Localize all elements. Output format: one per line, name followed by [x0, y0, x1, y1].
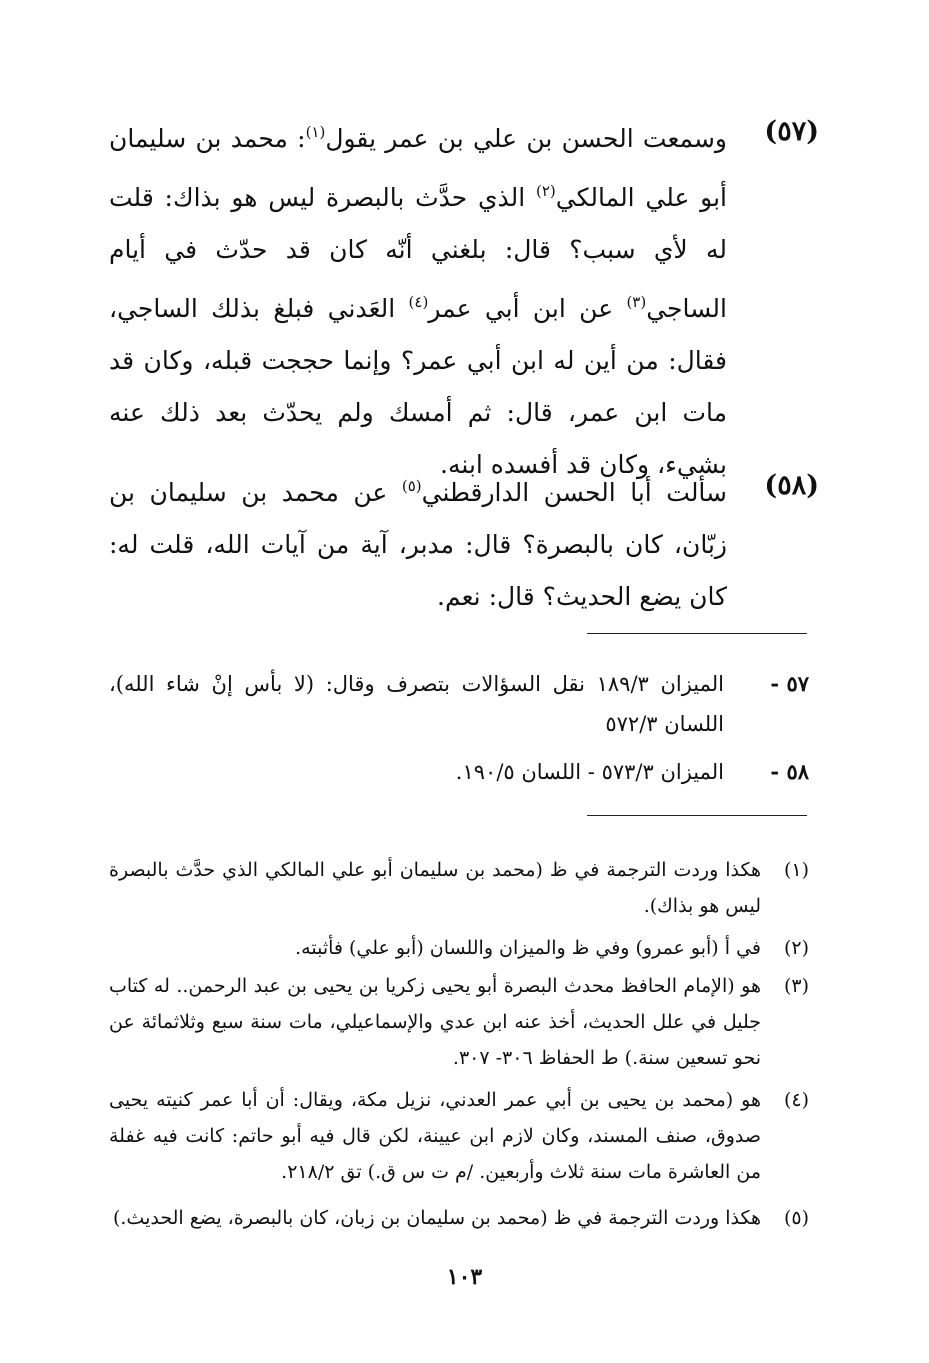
entry-number: (٥٧)	[764, 116, 819, 147]
text-segment: عن ابن أبي عمر	[428, 294, 627, 323]
footnote-text: هكذا وردت الترجمة في ظ (محمد بن سليمان بن زبان، كان بالبصرة، يضع الحديث.)	[112, 1207, 761, 1229]
text-segment: : محمد بن سليمان أبو علي المالكي	[109, 124, 727, 212]
footnote-number: (٢)	[783, 937, 809, 959]
reference-text: الميزان ٥٧٣/٣ - اللسان ١٩٠/٥.	[455, 760, 724, 784]
entry-number: (٥٨)	[764, 470, 819, 501]
footnote-1	[109, 852, 809, 924]
footnote-marker: (١)	[305, 123, 326, 141]
footnote-text: هو (الإمام الحافظ محدث البصرة أبو يحيى زكريا بن يحيى بن عبد الرحمن.. له كتاب جليل في علل الحديث، أخذ عنه ابن عدي والإسماعيلي، مات سنة سبع وثلاثمائة عن نحو تسعين سنة.) ط الحفاظ ٣٠٦- ٣٠٧.	[109, 975, 761, 1069]
entry-57	[109, 106, 819, 491]
footnote-marker: (٣)	[626, 293, 647, 311]
separator-line	[587, 633, 807, 634]
footnote-number: (٥)	[783, 1207, 809, 1229]
footnote-5	[109, 1200, 809, 1236]
footnote-4	[109, 1082, 809, 1190]
entry-58	[109, 460, 819, 623]
reference-number: ٥٧ -	[770, 671, 809, 696]
text-segment: الذي حدَّث بالبصرة ليس هو بذاك: قلت له لأي سبب؟ قال: بلغني أنّه كان قد حدّث في أيام الساجي	[109, 183, 727, 323]
entry-text	[109, 460, 727, 623]
text-segment: سألت أبا الحسن الدارقطني	[421, 478, 727, 507]
reference-58	[109, 752, 809, 792]
footnote-marker: (٤)	[408, 293, 429, 311]
footnote-2	[109, 930, 809, 966]
footnote-marker: (٥)	[401, 477, 422, 495]
text-segment: عن محمد بن سليمان بن زبّان، كان بالبصرة؟ قال: مدبر، آية من آيات الله، قلت له: كان يضع الحديث؟ قال: نعم.	[109, 478, 727, 611]
footnote-text: هو (محمد بن يحيى بن أبي عمر العدني، نزيل مكة، ويقال: أن أبا عمر كنيته يحيى صدوق، صنف المسند، وكان لازم ابن عيينة، لكن قال فيه أبو حاتم: كانت فيه غفلة من العاشرة مات سنة ثلاث وأربعين. /م ت س ق.) تق ٢١٨/٢.	[109, 1089, 761, 1183]
reference-text: الميزان ١٨٩/٣ نقل السؤالات بتصرف وقال: (لا بأس إنْ شاء الله)، اللسان ٥٧٢/٣	[109, 672, 725, 736]
separator-line	[587, 815, 807, 816]
footnote-number: (٤)	[783, 1089, 809, 1111]
footnote-marker: (٢)	[535, 182, 556, 200]
text-segment: وسمعت الحسن بن علي بن عمر يقول	[325, 124, 727, 153]
reference-57	[109, 664, 809, 744]
footnote-text: في أ (أبو عمرو) وفي ظ والميزان واللسان (أبو علي) فأثبته.	[295, 937, 761, 959]
page-number: ١٠٣	[446, 1264, 483, 1290]
reference-number: ٥٨ -	[770, 759, 809, 784]
footnote-3	[109, 968, 809, 1076]
text-segment: العَدني فبلغ بذلك الساجي، فقال: من أين له ابن أبي عمر؟ وإنما حججت قبله، وكان قد مات ابن عمر، قال: ثم أمسك ولم يحدّث بعد ذلك عنه بشيء، وكان قد أفسده ابنه.	[109, 294, 727, 479]
entry-text	[109, 106, 727, 491]
footnote-number: (١)	[783, 859, 809, 881]
footnote-number: (٣)	[783, 975, 809, 997]
footnote-text: هكذا وردت الترجمة في ظ (محمد بن سليمان أبو علي المالكي الذي حدَّث بالبصرة ليس هو بذاك).	[109, 859, 761, 917]
